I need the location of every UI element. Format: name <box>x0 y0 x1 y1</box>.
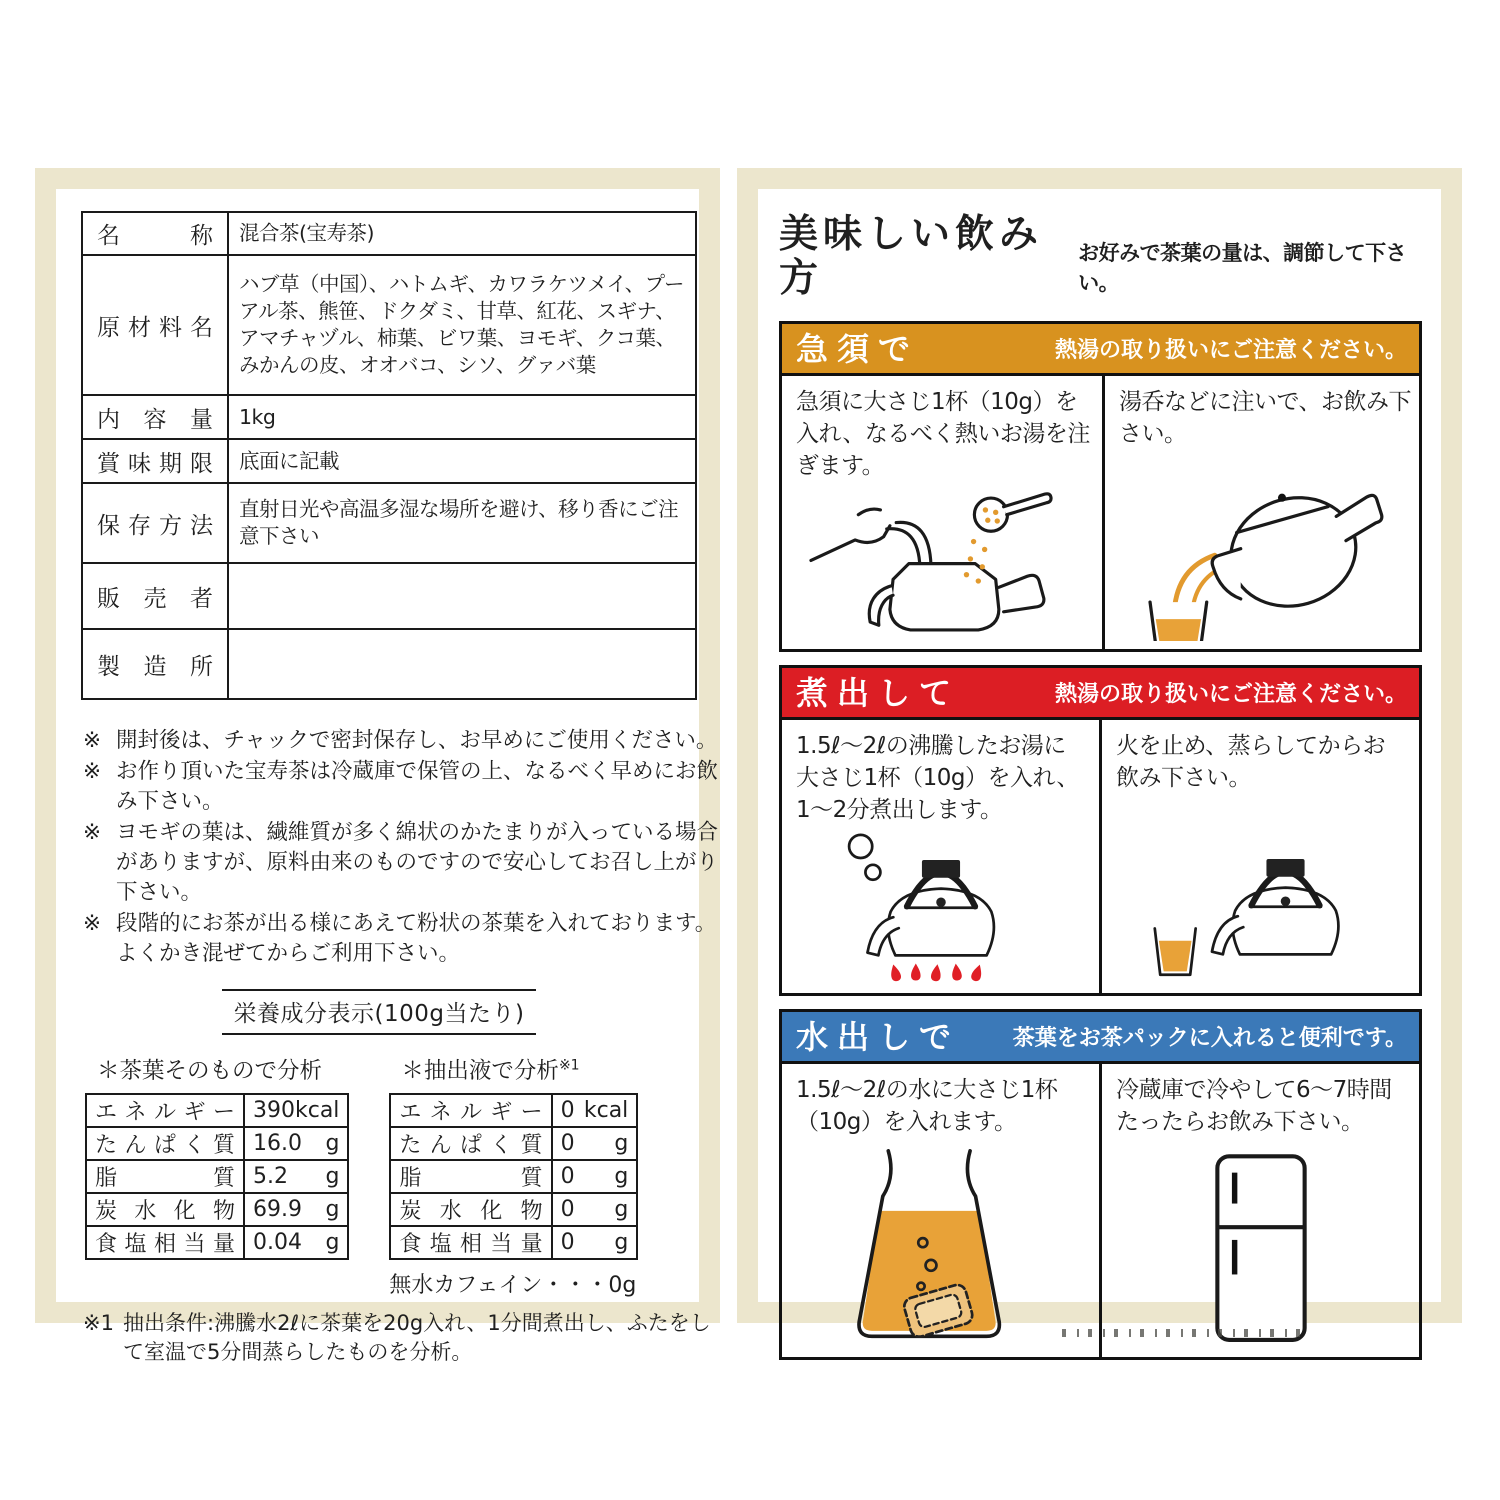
step-cell <box>782 720 1099 993</box>
spec-label: 製造所 <box>82 629 228 699</box>
boiling-kettle-icon <box>782 826 1099 994</box>
usage-notes <box>83 726 719 969</box>
table-row <box>82 395 696 439</box>
step-text: 急須に大さじ1杯（10g）を入れ、なるべく熱いお湯を注ぎます。 <box>796 389 1090 479</box>
teapot-pouring-into-cup-icon <box>1105 450 1425 649</box>
note-marker: ※ <box>83 820 102 845</box>
step-cell <box>1102 376 1425 649</box>
list-item <box>83 818 719 908</box>
howto-header <box>779 213 1422 301</box>
nutrition-extract-table <box>389 1093 638 1260</box>
cold-brew-carafe-icon <box>782 1138 1099 1357</box>
kyusu-teapot-pour-icon <box>782 482 1102 649</box>
nutrition-extract-header: ＊抽出液で分析$^{※1}$ <box>401 1057 580 1084</box>
spec-label: 名称 <box>82 212 228 255</box>
spec-label: 保存方法 <box>82 483 228 563</box>
product-spec-table <box>81 211 697 700</box>
spec-value: ハブ草（中国）、ハトムギ、カワラケツメイ、プーアル茶、熊笹、ドクダミ、甘草、紅花、スギナ、アマチャヅル、柿葉、ビワ葉、ヨモギ、クコ葉、みかんの皮、オオバコ、シソ、グァバ葉 <box>228 255 696 395</box>
step-text: 1.5ℓ～2ℓの沸騰したお湯に大さじ1杯（10g）を入れ、1～2分煮出します。 <box>796 733 1079 823</box>
step-cell <box>1099 1064 1419 1357</box>
note-text: 開封後は、チャックで密封保存し、お早めにご使用ください。 <box>116 728 718 753</box>
nutrition-leaf-header: ＊茶葉そのもので分析 <box>97 1058 323 1084</box>
spec-value <box>228 563 696 629</box>
list-item <box>83 909 719 969</box>
page-subtitle: お好みで茶葉の量は、調節して下さい。 <box>1078 241 1407 295</box>
product-info-panel <box>35 168 720 1364</box>
table-row <box>86 1160 348 1193</box>
nutrient-value: 0 g <box>552 1160 638 1193</box>
nutrient-value: 0 g <box>552 1127 638 1160</box>
step-cell <box>1099 720 1419 993</box>
section-kyusu <box>779 321 1422 652</box>
spec-label: 原材料名 <box>82 255 228 395</box>
extraction-footnote <box>83 1309 723 1367</box>
section-title: 水出しで <box>796 1017 961 1056</box>
nutrient-value: 0.04 g <box>244 1226 348 1259</box>
nutrient-value: 69.9 g <box>244 1193 348 1226</box>
table-row <box>390 1193 637 1226</box>
note-text: 段階的にお茶が出る様にあえて粉状の茶葉を入れております。よくかき混ぜてからご利用下さい。 <box>116 911 717 966</box>
step-text: 冷蔵庫で冷やして6～7時間たったらお飲み下さい。 <box>1116 1077 1392 1135</box>
table-row <box>82 563 696 629</box>
section-caution: 茶葉をお茶パックに入れると便利です。 <box>1012 1026 1407 1051</box>
spec-label: 販売者 <box>82 563 228 629</box>
table-row <box>390 1160 637 1193</box>
table-row <box>86 1193 348 1226</box>
note-marker: ※ <box>83 759 102 784</box>
nutrient-label: エネルギー <box>86 1094 244 1127</box>
spec-value: 底面に記載 <box>228 439 696 483</box>
section-kyusu-header <box>782 324 1419 376</box>
section-caution: 熱湯の取り扱いにご注意ください。 <box>1054 682 1407 707</box>
nutrient-label: 脂質 <box>390 1160 551 1193</box>
spec-value: 1kg <box>228 395 696 439</box>
table-row <box>86 1127 348 1160</box>
section-title: 急須で <box>796 329 920 368</box>
table-row <box>82 483 696 563</box>
nutrient-label: 食塩相当量 <box>390 1226 551 1259</box>
spec-value <box>228 629 696 699</box>
table-row <box>390 1226 637 1259</box>
note-text: お作り頂いた宝寿茶は冷蔵庫で保管の上、なるべく早めにお飲み下さい。 <box>116 759 719 814</box>
note-text: ヨモギの葉は、繊維質が多く綿状のかたまりが入っている場合がありますが、原料由来のものですので安心してお召し上がり下さい。 <box>116 820 719 905</box>
table-row <box>82 255 696 395</box>
brewing-instructions-panel <box>737 168 1462 1323</box>
table-row <box>86 1094 348 1127</box>
nutrition-tables <box>85 1047 677 1299</box>
spec-label: 賞味期限 <box>82 439 228 483</box>
nutrition-leaf-table <box>85 1093 349 1260</box>
table-row <box>82 629 696 699</box>
page-title: 美味しい飲み方 <box>779 212 1044 301</box>
nutrient-value: 5.2 g <box>244 1160 348 1193</box>
table-row <box>86 1226 348 1259</box>
spec-value: 混合茶(宝寿茶) <box>228 212 696 255</box>
table-row <box>82 439 696 483</box>
list-item <box>83 726 719 756</box>
nutrient-label: たんぱく質 <box>390 1127 551 1160</box>
nutrient-label: エネルギー <box>390 1094 551 1127</box>
cropped-text-fragment <box>1062 1329 1308 1337</box>
nutrient-label: 脂質 <box>86 1160 244 1193</box>
kettle-and-teacup-icon <box>1102 794 1419 993</box>
section-coldbrew <box>779 1009 1422 1360</box>
nutrition-title: 栄養成分表示(100g当たり) <box>222 989 537 1035</box>
note-marker: ※ <box>83 911 102 936</box>
nutrition-extract-column <box>389 1047 638 1299</box>
table-row <box>82 212 696 255</box>
nutrition-leaf-column <box>85 1047 349 1299</box>
step-text: 1.5ℓ～2ℓの水に大さじ1杯（10g）を入れます。 <box>796 1077 1058 1135</box>
section-boil <box>779 665 1422 996</box>
section-title: 煮出して <box>796 673 961 712</box>
step-text: 湯呑などに注いで、お飲み下さい。 <box>1119 389 1412 447</box>
table-row <box>390 1094 637 1127</box>
section-coldbrew-header <box>782 1012 1419 1064</box>
note-marker: ※ <box>83 728 102 753</box>
list-item <box>83 757 719 817</box>
table-row <box>390 1127 637 1160</box>
nutrient-value: 0 g <box>552 1193 638 1226</box>
footnote-ref: ※1 <box>558 1057 580 1074</box>
nutrient-label: たんぱく質 <box>86 1127 244 1160</box>
nutrient-value: 0 kcal <box>552 1094 638 1127</box>
nutrient-label: 炭水化物 <box>390 1193 551 1226</box>
footnote-text: 抽出条件:沸騰水2ℓに茶葉を20g入れ、1分間煮出し、ふたをして室温で5分間蒸らしたものを分析。 <box>123 1311 711 1364</box>
section-caution: 熱湯の取り扱いにご注意ください。 <box>1054 338 1407 363</box>
section-boil-header <box>782 668 1419 720</box>
step-cell <box>782 376 1102 649</box>
caffeine-note: 無水カフェイン・・・0g <box>389 1273 637 1298</box>
nutrient-label: 炭水化物 <box>86 1193 244 1226</box>
nutrient-value: 16.0 g <box>244 1127 348 1160</box>
footnote-marker: ※1 <box>83 1311 114 1335</box>
nutrient-value: 0 g <box>552 1226 638 1259</box>
spec-value: 直射日光や高温多湿な場所を避け、移り香にご注意下さい <box>228 483 696 563</box>
nutrient-label: 食塩相当量 <box>86 1226 244 1259</box>
step-text: 火を止め、蒸らしてからお飲み下さい。 <box>1116 733 1386 791</box>
spec-label: 内容量 <box>82 395 228 439</box>
refrigerator-icon <box>1102 1138 1419 1357</box>
nutrient-value: 390kcal <box>244 1094 348 1127</box>
step-cell <box>782 1064 1099 1357</box>
